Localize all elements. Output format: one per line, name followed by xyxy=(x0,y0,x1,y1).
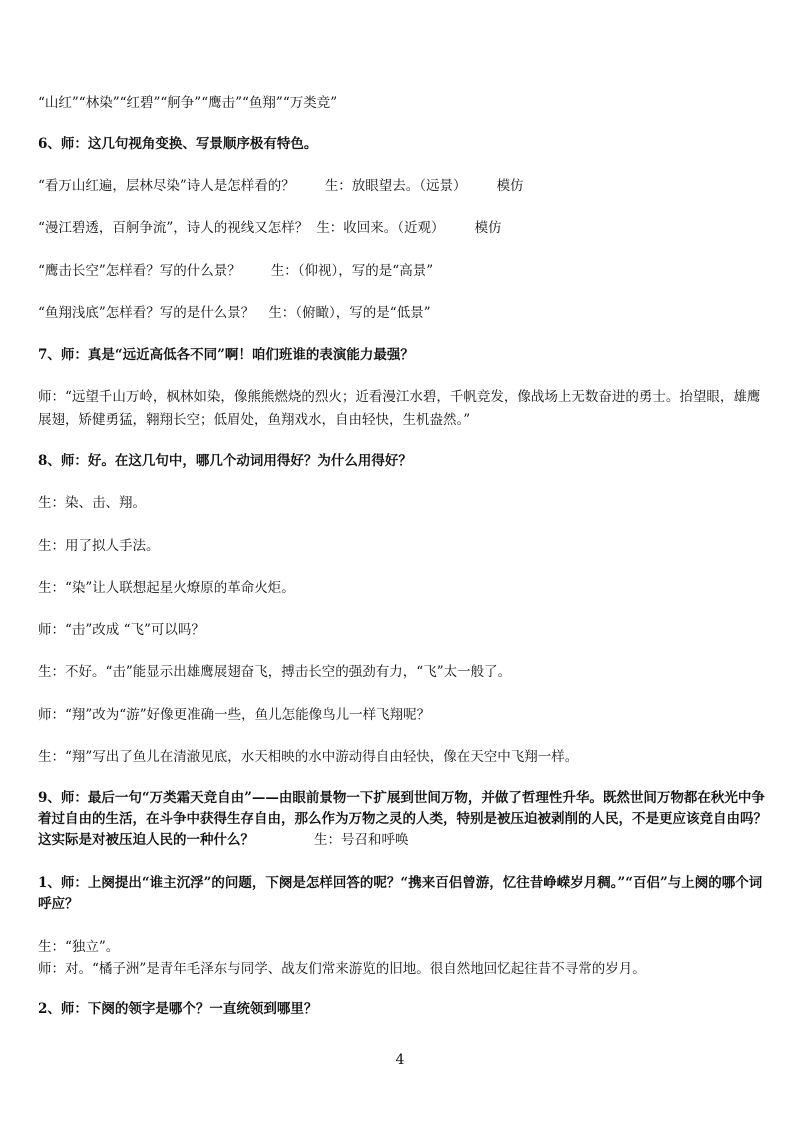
dialogue-near-view-note: 模仿 xyxy=(474,220,502,236)
dialogue-far-view-question: “看万山红遍，层林尽染”诗人是怎样看的？ xyxy=(38,178,295,194)
student-answer-ran-text: 生：“染”让人联想起星火燎原的革命火炬。 xyxy=(38,580,295,596)
student-answer-personification-text: 生：用了拟人手法。 xyxy=(38,538,160,554)
teacher-question-xiang-text: 师：“翔”改为“游”好像更准确一些，鱼儿怎能像鸟儿一样飞翔呢？ xyxy=(38,707,431,723)
dialogue-look-up-question: “鹰击长空”怎样看？写的什么景？ xyxy=(38,263,241,279)
question-1-lower-text: 1、师：上阕提出“谁主沉浮”的问题，下阕是怎样回答的呢？“携来百侣曾游，忆往昔峥嵘岁月稠。”“百侣”与上阕的哪个词呼应？ xyxy=(38,875,763,912)
student-answer-ran xyxy=(38,577,768,599)
page-number: 4 xyxy=(395,1052,405,1068)
dialogue-far-view-answer: 生：放眼望去。（远景） xyxy=(324,178,467,194)
student-answer-personification xyxy=(38,535,768,557)
teacher-recitation xyxy=(38,386,768,432)
teacher-question-ji xyxy=(38,619,768,641)
dialogue-look-up xyxy=(38,260,768,282)
dialogue-look-down xyxy=(38,302,768,324)
dialogue-look-down-question: “鱼翔浅底”怎样看？写的是什么景？ xyxy=(38,305,255,321)
question-6 xyxy=(38,133,768,155)
student-answer-duli-text: 生：“独立”。 xyxy=(38,939,120,955)
teacher-explanation-juzizhou-text: 师：对。“橘子洲”是青年毛泽东与同学、战友们常来游览的旧地。很自然地回忆起往昔不寻常的岁月。 xyxy=(38,961,646,977)
dialogue-far-view-note: 模仿 xyxy=(496,178,524,194)
teacher-recitation-text: 师：“远望千山万岭，枫林如染，像熊熊燃烧的烈火；近看漫江水碧，千帆竞发，像战场上无数奋进的勇士。抬望眼，雄鹰展翅，矫健勇猛，翱翔长空；低眉处，鱼翔戏水，自由轻快，生机盎然。” xyxy=(38,389,761,428)
dialogue-near-view-question: “漫江碧透，百舸争流”，诗人的视线又怎样？ xyxy=(38,220,309,236)
keyword-list-text: “山红”“林染”“红碧”“舸争”“鹰击”“鱼翔”“万类竞” xyxy=(38,95,338,111)
teacher-question-ji-text: 师：“击”改成 “飞”可以吗？ xyxy=(38,622,205,638)
dialogue-look-up-answer: 生：（仰视），写的是“高景” xyxy=(270,263,434,279)
question-8-text: 8、师：好。在这几句中，哪几个动词用得好？为什么用得好？ xyxy=(38,453,412,469)
question-6-text: 6、师：这几句视角变换、写景顺序极有特色。 xyxy=(38,136,318,152)
teacher-question-xiang xyxy=(38,704,768,726)
student-answer-xiang xyxy=(38,746,768,768)
dialogue-far-view xyxy=(38,175,768,197)
question-9 xyxy=(38,788,768,851)
question-1-lower xyxy=(38,873,768,915)
student-answer-duli xyxy=(38,936,768,958)
question-7 xyxy=(38,344,768,366)
student-answer-verbs-text: 生：染、击、翔。 xyxy=(38,495,146,511)
student-answer-xiang-text: 生：“翔”写出了鱼儿在清澈见底，水天相映的水中游动得自由轻快，像在天空中飞翔一样。 xyxy=(38,749,579,765)
question-2-lower xyxy=(38,998,768,1020)
dialogue-near-view xyxy=(38,217,768,239)
question-9-text: 9、师：最后一句“万类霜天竞自由”——由眼前景物一下扩展到世间万物，并做了哲理性升华。既然世间万物都在秋光中争着过自由的生活，在斗争中获得生存自由，那么作为万物之灵的人类，特别是被压迫被剥削的人民，不是更应该竞自由吗？这实际是对被压迫人民的一种什么？ xyxy=(38,790,767,848)
question-2-lower-text: 2、师：下阕的领字是哪个？一直统领到哪里？ xyxy=(38,1001,318,1017)
dialogue-near-view-answer: 生：收回来。（近观） xyxy=(316,220,445,236)
dialogue-look-down-answer: 生：（俯瞰），写的是“低景” xyxy=(268,305,431,321)
student-answer-verbs xyxy=(38,492,768,514)
teacher-explanation-juzizhou xyxy=(38,958,768,980)
question-8 xyxy=(38,450,768,472)
keyword-list xyxy=(38,92,768,114)
question-7-text: 7、师：真是“远近高低各不同”啊！咱们班谁的表演能力最强？ xyxy=(38,347,414,363)
student-answer-ji-text: 生：不好。“击”能显示出雄鹰展翅奋飞，搏击长空的强劲有力，“飞”太一般了。 xyxy=(38,664,512,680)
question-9-answer: 生：号召和呼唤 xyxy=(314,832,409,848)
student-answer-ji xyxy=(38,661,768,683)
